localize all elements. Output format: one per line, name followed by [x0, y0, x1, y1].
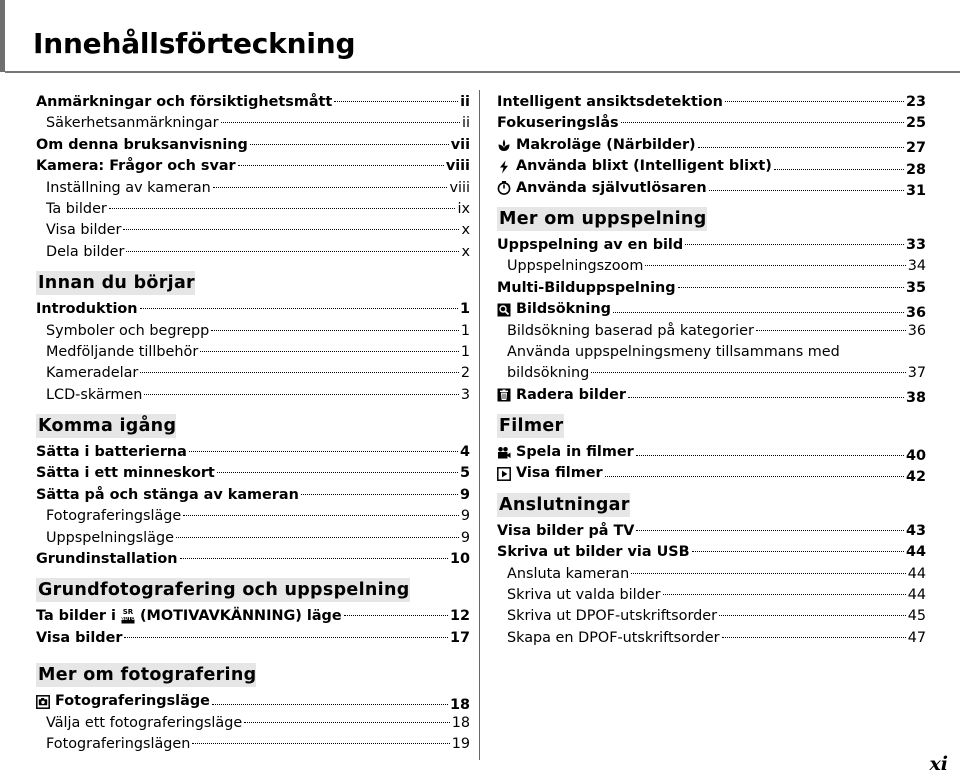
toc-page-number: ii — [462, 115, 470, 132]
toc-entry-label — [36, 485, 299, 506]
dot-leader — [183, 515, 459, 516]
dot-leader — [719, 615, 906, 616]
toc-page-number: 33 — [905, 236, 926, 253]
toc-entry-text: Fotograferingslägen — [46, 735, 191, 752]
toc-entry[interactable] — [497, 628, 926, 649]
toc-entry[interactable] — [497, 278, 926, 299]
toc-entry-label — [36, 220, 121, 241]
toc-page-number: 9 — [459, 486, 470, 503]
toc-entry-text: Ta bilder i — [36, 608, 116, 625]
dot-leader — [212, 704, 448, 705]
dot-leader — [698, 147, 904, 148]
toc-page-number: 27 — [905, 140, 926, 157]
header-accent-bar — [0, 0, 5, 72]
macro-icon — [497, 138, 511, 152]
flash-icon — [497, 160, 511, 174]
toc-entry-label — [497, 363, 589, 384]
toc-page-number: 1 — [460, 322, 470, 339]
dot-leader — [144, 394, 458, 395]
toc-entry-text: Medföljande tillbehör — [46, 343, 199, 360]
toc-page-number: 25 — [905, 115, 926, 132]
toc-entry-text-suffix: (MOTIVAVKÄNNING) läge — [139, 608, 342, 625]
section-heading: Mer om uppspelning — [499, 208, 707, 229]
dot-leader — [238, 165, 444, 166]
toc-entry-label — [497, 278, 676, 299]
dot-leader — [605, 476, 904, 477]
toc-entry-text: Ansluta kameran — [507, 565, 630, 582]
toc-entry-text: Visa bilder — [46, 222, 122, 239]
dot-leader — [663, 594, 906, 595]
toc-entry-text: Kamera: Frågor och svar — [36, 158, 236, 175]
play-icon — [497, 467, 511, 481]
toc-page-number: 18 — [451, 714, 470, 731]
dot-leader — [140, 372, 459, 373]
toc-page-number: 36 — [905, 304, 926, 321]
toc-entry[interactable] — [497, 606, 926, 627]
toc-list — [497, 235, 926, 406]
dot-leader — [244, 722, 449, 723]
toc-entry-label — [497, 442, 634, 463]
toc-page-number: 44 — [905, 544, 926, 561]
section-heading: Mer om fotografering — [38, 665, 257, 686]
dot-leader — [221, 122, 460, 123]
toc-entry[interactable] — [497, 342, 926, 363]
sr-auto-icon-bottom-text: AUTO — [121, 617, 135, 623]
toc-page-number: 18 — [449, 696, 470, 713]
toc-entry[interactable] — [36, 242, 470, 263]
dot-leader — [334, 101, 458, 102]
dot-leader — [591, 372, 905, 373]
toc-page-number: vii — [450, 136, 470, 153]
toc-entry-text: Ta bilder — [46, 200, 107, 217]
toc-page-number: 42 — [905, 469, 926, 486]
toc-entry-text: Visa filmer — [516, 465, 603, 482]
toc-page-number: 12 — [449, 608, 470, 625]
toc-entry-text: Bildsökning baserad på kategorier — [507, 322, 754, 339]
toc-entry-text: Anmärkningar och försiktighetsmått — [36, 94, 333, 110]
toc-entry[interactable] — [497, 178, 926, 199]
toc-page-number: 35 — [905, 279, 926, 296]
toc-page-number: 10 — [449, 551, 470, 568]
toc-entry[interactable] — [497, 585, 926, 606]
toc-page-number: 19 — [451, 735, 470, 752]
toc-page-number: 38 — [905, 390, 926, 407]
toc-list — [36, 442, 470, 570]
toc-page-number: x — [461, 243, 470, 260]
toc-entry-text: bildsökning — [507, 365, 590, 382]
page-number: xi — [929, 753, 948, 775]
toc-entry-text: Visa bilder — [36, 629, 123, 646]
toc-entry-text: Bildsökning — [516, 301, 611, 318]
dot-leader — [631, 573, 905, 574]
toc-entry[interactable] — [497, 256, 926, 277]
toc-entry[interactable] — [497, 321, 926, 342]
toc-entry-text: Multi-Bilduppspelning — [497, 279, 676, 296]
toc-entry-text: Skriva ut DPOF-utskriftsorder — [507, 608, 718, 625]
toc-entry-label — [497, 585, 661, 606]
toc-entry-label — [36, 242, 124, 263]
toc-entry-label — [36, 135, 248, 156]
toc-entry-text: Intelligent ansiktsdetektion — [497, 94, 723, 110]
dot-leader — [709, 190, 904, 191]
toc-entry-text: Skapa en DPOF-utskriftsorder — [507, 629, 720, 646]
toc-page-number: 9 — [460, 529, 470, 546]
toc-list — [497, 442, 926, 485]
toc-entry[interactable] — [36, 485, 470, 506]
section-heading: Komma igång — [38, 416, 177, 437]
toc-entry-text: Om denna bruksanvisning — [36, 136, 248, 153]
toc-list — [36, 691, 470, 755]
dot-leader — [250, 144, 449, 145]
toc-entry[interactable] — [36, 156, 470, 177]
dot-leader — [613, 312, 904, 313]
toc-page-number: viii — [449, 179, 470, 196]
toc-entry-text: Uppspelningsläge — [46, 529, 174, 546]
toc-entry-label — [36, 299, 138, 320]
toc-page-number: 1 — [459, 301, 470, 318]
toc-entry-label — [497, 385, 626, 406]
toc-entry-text: Skriva ut valda bilder — [507, 587, 661, 604]
toc-entry[interactable] — [36, 135, 470, 156]
dot-leader — [180, 558, 448, 559]
section-heading: Anslutningar — [499, 494, 630, 515]
toc-entry[interactable] — [497, 113, 926, 134]
toc-page-number: 4 — [459, 444, 470, 461]
toc-entry[interactable] — [36, 506, 470, 527]
dot-leader — [301, 494, 458, 495]
toc-list — [36, 299, 470, 406]
toc-entry-label — [497, 564, 629, 585]
toc-entry[interactable] — [497, 385, 926, 406]
toc-entry-label — [497, 542, 690, 563]
toc-entry-label — [36, 342, 198, 363]
dot-leader — [192, 743, 449, 744]
toc-page-number: 43 — [905, 522, 926, 539]
toc-page-number: 2 — [460, 365, 470, 382]
toc-entry[interactable] — [36, 220, 470, 241]
toc-entry-text: Använda blixt (Intelligent blixt) — [516, 158, 772, 175]
dot-leader — [722, 637, 906, 638]
dot-leader — [123, 229, 459, 230]
toc-entry[interactable] — [36, 321, 470, 342]
toc-entry[interactable] — [36, 342, 470, 363]
toc-entry-label — [497, 135, 696, 156]
dot-leader — [685, 244, 904, 245]
toc-page-number: 36 — [907, 322, 926, 339]
toc-entry[interactable] — [36, 628, 470, 649]
toc-entry-text: Grundinstallation — [36, 551, 178, 568]
sr-auto-icon-top-text: SR — [122, 608, 134, 617]
toc-entry-text: Uppspelningszoom — [507, 258, 644, 275]
toc-entry-label — [497, 256, 643, 277]
toc-entry-text: Använda självutlösaren — [516, 179, 707, 196]
toc-page-number: ii — [460, 94, 470, 110]
toc-page-number: ix — [457, 200, 470, 217]
section-heading: Innan du börjar — [38, 273, 195, 294]
toc-entry-label — [36, 321, 209, 342]
toc-entry[interactable] — [36, 385, 470, 406]
dot-leader — [126, 251, 459, 252]
toc-entry-text: Inställning av kameran — [46, 179, 211, 196]
toc-list — [497, 521, 926, 649]
camera-icon — [36, 695, 50, 709]
toc-entry-label — [497, 235, 683, 256]
title-divider — [5, 71, 960, 73]
toc-entry[interactable] — [36, 442, 470, 463]
toc-entry-text: Radera bilder — [516, 386, 626, 403]
toc-front-list — [36, 92, 470, 263]
dot-leader — [692, 551, 904, 552]
toc-front-list — [497, 92, 926, 199]
toc-entry-text: Symboler och begrepp — [46, 322, 210, 339]
dot-leader — [211, 330, 459, 331]
toc-entry-label — [36, 528, 174, 549]
toc-entry-label — [497, 113, 619, 134]
toc-entry-label — [36, 463, 215, 484]
toc-entry-label — [497, 299, 611, 320]
toc-entry[interactable] — [36, 691, 470, 712]
toc-entry[interactable] — [497, 463, 926, 484]
section-heading: Filmer — [499, 416, 564, 437]
toc-page-number: 9 — [460, 508, 470, 525]
toc-entry-label — [497, 606, 717, 627]
toc-entry-label — [497, 628, 720, 649]
toc-entry[interactable] — [36, 363, 470, 384]
toc-entry[interactable] — [497, 156, 926, 177]
toc-entry-label — [497, 178, 707, 199]
toc-entry-text: Spela in filmer — [516, 444, 634, 461]
toc-page-number: 28 — [905, 161, 926, 178]
toc-entry-text: Uppspelning av en bild — [497, 236, 684, 253]
toc-entry-text: Välja ett fotograferingsläge — [46, 714, 243, 731]
sr-auto-icon — [121, 610, 135, 624]
toc-entry[interactable] — [36, 549, 470, 570]
toc-entry-label — [497, 463, 603, 484]
dot-leader — [200, 351, 459, 352]
toc-entry[interactable] — [36, 113, 470, 134]
toc-page-number: x — [461, 222, 470, 239]
toc-page-number: viii — [445, 158, 470, 175]
toc-entry-label — [497, 156, 772, 177]
dot-leader — [756, 330, 906, 331]
dot-leader — [217, 472, 458, 473]
toc-entry[interactable] — [497, 363, 926, 384]
toc-entry[interactable] — [36, 199, 470, 220]
toc-entry[interactable] — [36, 528, 470, 549]
column-divider — [479, 90, 480, 760]
dot-leader — [621, 122, 904, 123]
toc-entry-label — [36, 385, 142, 406]
toc-entry-label — [36, 156, 236, 177]
toc-entry-label — [497, 92, 723, 113]
toc-entry-text: Fotograferingsläge — [46, 508, 182, 525]
toc-page-number: 34 — [907, 258, 926, 275]
toc-entry[interactable] — [497, 564, 926, 585]
toc-entry[interactable] — [36, 734, 470, 755]
page-title: Innehållsförteckning — [33, 27, 356, 60]
toc-entry-text: Skriva ut bilder via USB — [497, 544, 690, 561]
toc-entry-text: Dela bilder — [46, 243, 125, 260]
toc-page-number: 44 — [907, 565, 926, 582]
toc-page-number: 5 — [459, 465, 470, 482]
toc-entry-label — [36, 113, 219, 134]
toc-page-number: 23 — [905, 94, 926, 110]
toc-entry[interactable] — [36, 299, 470, 320]
dot-leader — [636, 455, 904, 456]
dot-leader — [109, 208, 456, 209]
toc-entry-label — [36, 734, 190, 755]
toc-entry[interactable] — [36, 463, 470, 484]
toc-entry-label — [497, 521, 634, 542]
toc-entry[interactable] — [497, 92, 926, 113]
toc-entry-text: Introduktion — [36, 301, 138, 318]
toc-entry-label — [497, 321, 754, 342]
toc-entry-label — [36, 713, 242, 734]
toc-entry-label — [36, 506, 181, 527]
section-heading: Grundfotografering och uppspelning — [38, 580, 410, 601]
toc-entry-label — [36, 178, 211, 199]
toc-entry-text: Säkerhetsanmärkningar — [46, 115, 219, 132]
toc-page-number: 3 — [460, 386, 470, 403]
toc-entry-text: Använda uppspelningsmeny tillsammans med — [507, 343, 840, 360]
toc-entry-text: Sätta i batterierna — [36, 444, 187, 461]
toc-entry-text: Visa bilder på TV — [497, 522, 635, 539]
toc-entry-text: Sätta i ett minneskort — [36, 465, 215, 482]
toc-entry[interactable] — [497, 135, 926, 156]
toc-entry-text: Makroläge (Närbilder) — [516, 136, 696, 153]
dot-leader — [628, 397, 904, 398]
toc-entry-label — [36, 363, 138, 384]
toc-entry-label — [36, 442, 187, 463]
toc-entry-label — [36, 606, 342, 627]
toc-entry[interactable] — [497, 442, 926, 463]
toc-entry-label — [36, 628, 122, 649]
toc-entry-text: Fotograferingsläge — [55, 693, 210, 710]
toc-page-number: 47 — [907, 629, 926, 646]
toc-page-number: 44 — [907, 587, 926, 604]
dot-leader — [774, 169, 904, 170]
dot-leader — [725, 101, 904, 102]
toc-entry[interactable] — [36, 606, 470, 627]
dot-leader — [344, 615, 448, 616]
toc-entry-text: Sätta på och stänga av kameran — [36, 486, 299, 503]
toc-page-number: 40 — [905, 447, 926, 464]
toc-entry[interactable] — [36, 713, 470, 734]
toc-entry[interactable] — [497, 299, 926, 320]
dot-leader — [645, 265, 905, 266]
toc-entry-text: LCD-skärmen — [46, 386, 143, 403]
toc-page-number: 17 — [449, 629, 470, 646]
dot-leader — [636, 530, 904, 531]
toc-entry[interactable] — [497, 542, 926, 563]
toc-entry-label — [36, 199, 107, 220]
toc-entry-label — [36, 92, 332, 113]
image-search-icon — [497, 303, 511, 317]
dot-leader — [678, 287, 904, 288]
dot-leader — [124, 637, 448, 638]
toc-page-number: 37 — [907, 365, 926, 382]
toc-left-column — [36, 92, 470, 755]
toc-entry[interactable] — [36, 178, 470, 199]
toc-entry[interactable] — [497, 235, 926, 256]
toc-page-number: 31 — [905, 183, 926, 200]
self-timer-icon — [497, 181, 511, 195]
dot-leader — [189, 451, 458, 452]
toc-entry-label — [497, 342, 926, 363]
toc-entry-text: Kameradelar — [46, 365, 139, 382]
toc-entry-text: Fokuseringslås — [497, 115, 619, 132]
dot-leader — [140, 308, 458, 309]
dot-leader — [176, 537, 459, 538]
dot-leader — [213, 187, 448, 188]
toc-entry-label — [36, 549, 178, 570]
toc-entry[interactable] — [36, 92, 470, 113]
toc-entry-label — [36, 691, 210, 712]
toc-right-column — [497, 92, 926, 649]
toc-page-number: 1 — [460, 343, 470, 360]
toc-page-number: 45 — [907, 608, 926, 625]
toc-list — [36, 606, 470, 649]
trash-icon — [497, 388, 511, 402]
toc-entry[interactable] — [497, 521, 926, 542]
movie-camera-icon — [497, 446, 511, 460]
